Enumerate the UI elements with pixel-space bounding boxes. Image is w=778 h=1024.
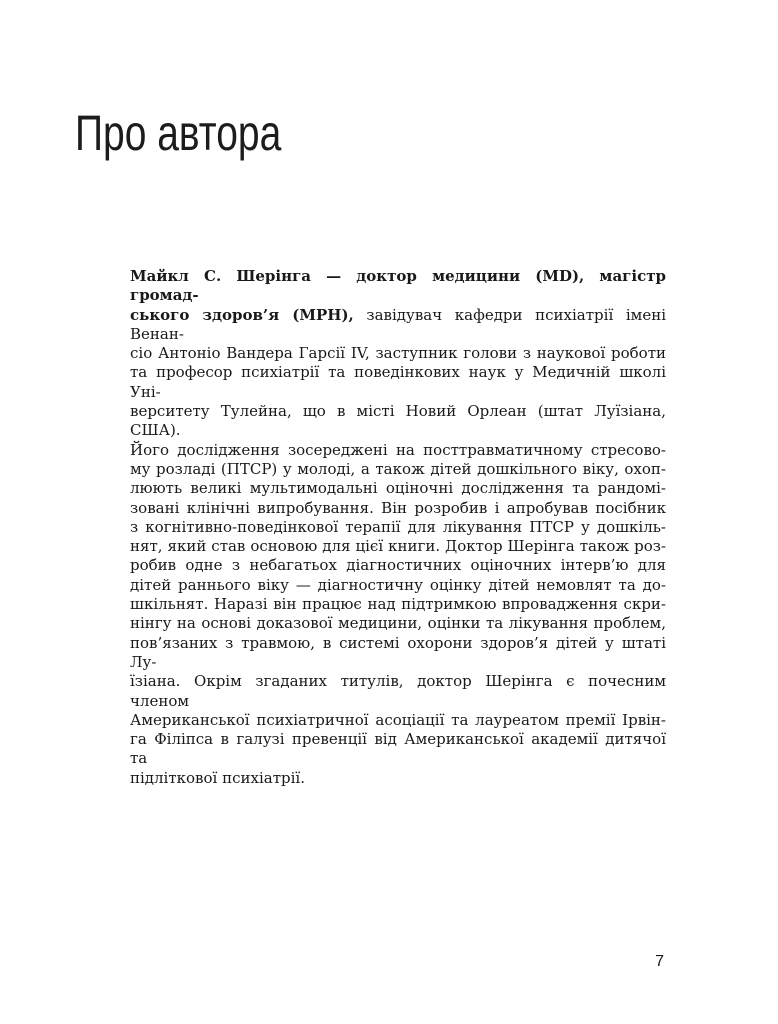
text-line: їзіана. Окрім згаданих титулів, доктор Шерінга є почесним членом [130,672,666,710]
text-line [130,267,666,306]
text-line: люють великі мультимодальні оціночні дослідження та рандомі- [130,479,666,498]
text-line: підліткової психіатрії. [130,768,305,787]
text-line: робив одне з небагатьох діагностичних оціночних інтерв’ю для [130,556,666,575]
text-line [130,306,666,345]
text-line: пов’язаних з травмою, в системі охорони здоров’я дітей у штаті Лу- [130,633,666,671]
text-line: Американської психіатричної асоціації та лауреатом премії Ірвін- [130,710,666,729]
text-line: верситету Тулейна, що в місті Новий Орлеан (штат Луїзіана, США). [130,402,666,440]
text-line: му розладі (ПТСР) у молоді, а також дітей дошкільного віку, охоп- [130,459,666,478]
page-number: 7 [655,953,664,970]
text-line: сіо Антоніо Вандера Гарсії IV, заступник голови з наукової роботи [130,344,666,363]
text-line: нят, який став основою для цієї книги. Доктор Шерінга також роз- [130,537,666,556]
text-line: дітей раннього віку — діагностичну оцінку дітей немовлят та до- [130,575,666,594]
text-line: з когнітивно-поведінкової терапії для лікування ПТСР у дошкіль- [130,517,666,536]
about-author-paragraph [130,267,666,788]
page-title: Про автора [75,105,282,161]
author-degree-bold: ського здоров’я (MPH), [130,305,354,324]
text-line: шкільнят. Наразі він працює над підтримкою впровадження скри- [130,595,666,614]
text-line: зовані клінічні випробування. Він розробив і апробував посібник [130,498,666,517]
text-line: Його дослідження зосереджені на посттравматичному стресово- [130,440,666,459]
text-line-rest: завідувач кафедри психіатрії імені Венан- [130,305,667,343]
author-name-bold: Майкл С. Шерінга — доктор медицини (MD), магістр громад- [130,267,666,305]
text-line: га Філіпса в галузі превенції від Американської академії дитячої та [130,730,666,768]
text-line: та професор психіатрії та поведінкових наук у Медичній школі Уні- [130,363,666,401]
text-line: нінгу на основі доказової медицини, оцінки та лікування проблем, [130,614,666,633]
